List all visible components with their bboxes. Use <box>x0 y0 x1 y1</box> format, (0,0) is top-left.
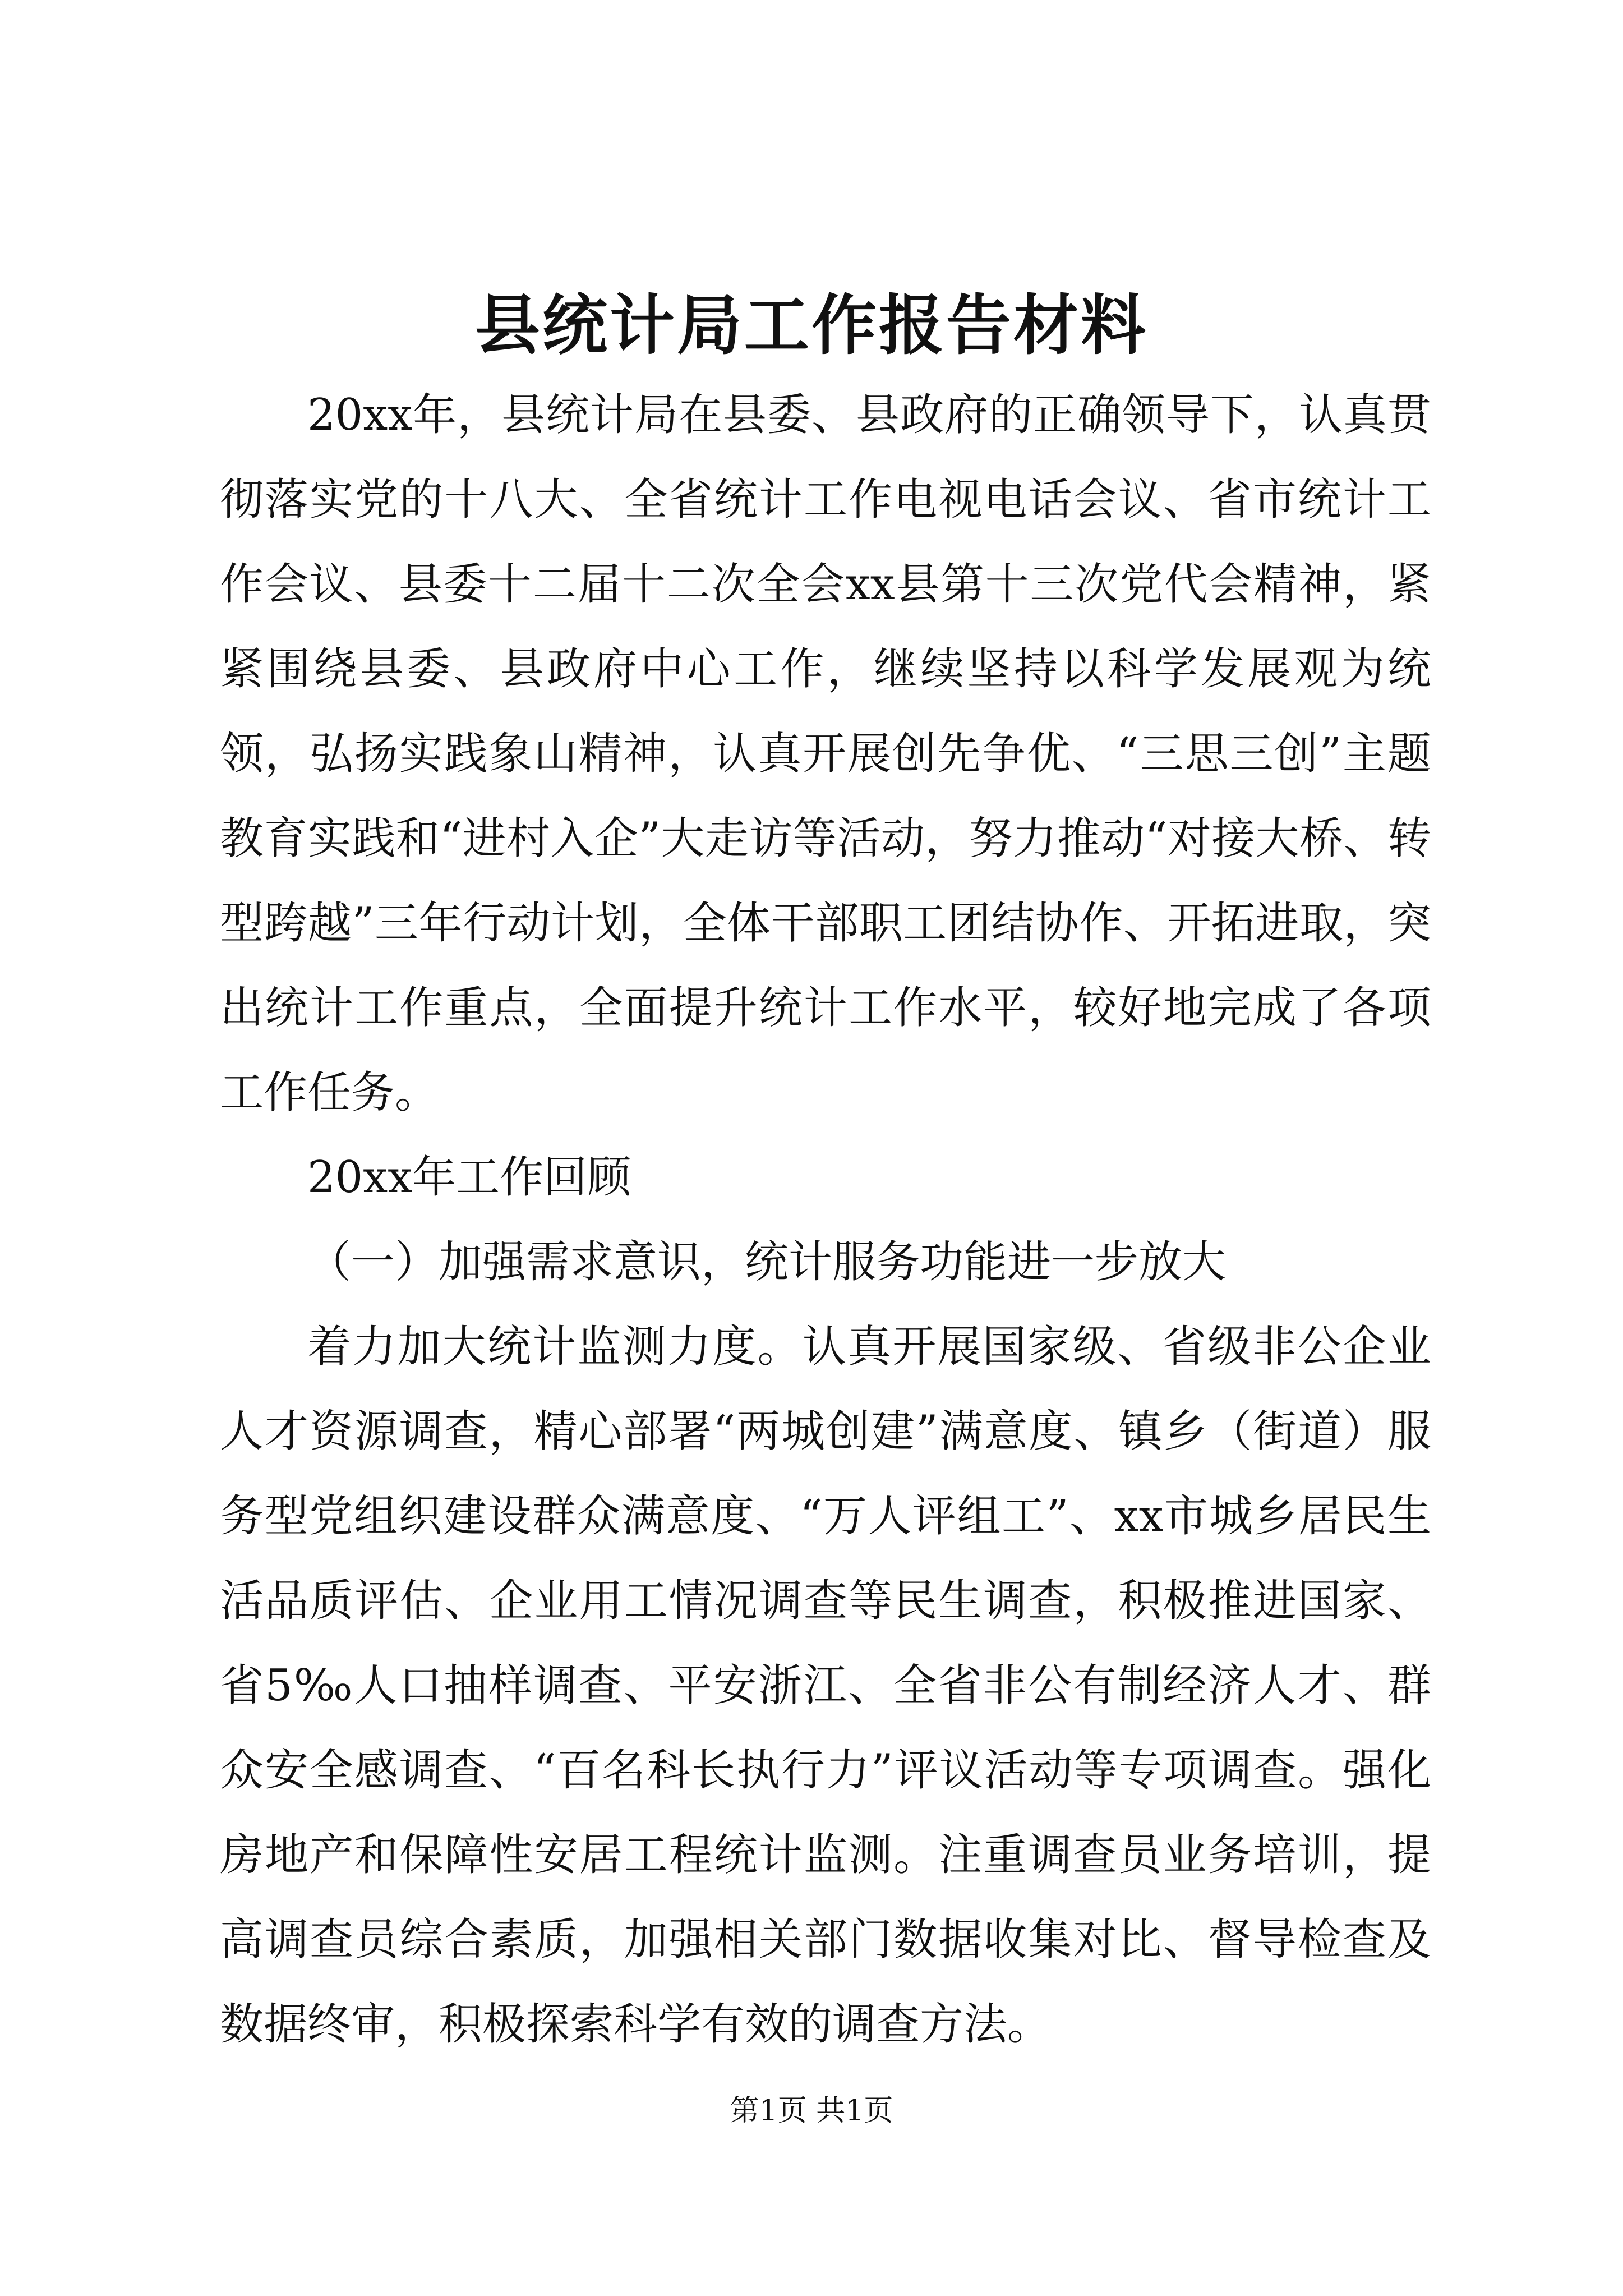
paragraph-monitoring: 着力加大统计监测力度。认真开展国家级、省级非公企业人才资源调查，精心部署“两城创建”满意度、镇乡（街道）服务型党组织建设群众满意度、“万人评组工”、xx市城乡居民生活品质评估、企业用工情况调查等民生调查，积极推进国家、省5‰人口抽样调查、平安浙江、全省非公有制经济人才、群众安全感调查、“百名科长执行力”评议活动等专项调查。强化房地产和保障性安居工程统计监测。注重调查员业务培训，提高调查员综合素质，加强相关部门数据收集对比、督导检查及数据终审，积极探索科学有效的调查方法。 <box>220 1322 1431 2050</box>
subsection-heading: （一）加强需求意识，统计服务功能进一步放大 <box>307 1237 1227 1287</box>
document-title: 县统计局工作报告材料 <box>475 287 1148 364</box>
page-footer: 第1页 共1页 <box>730 2094 893 2128</box>
section-heading: 20xx年工作回顾 <box>307 1152 631 1203</box>
paragraph-intro: 20xx年，县统计局在县委、县政府的正确领导下，认真贯彻落实党的十八大、全省统计工作电视电话会议、省市统计工作会议、县委十二届十二次全会xx县第十三次党代会精神，紧紧围绕县委、县政府中心工作，继续坚持以科学发展观为统领，弘扬实践象山精神，认真开展创先争优、“三思三创”主题教育实践和“进村入企”大走访等活动，努力推动“对接大桥、转型跨越”三年行动计划，全体干部职工团结协作、开拓进取，突出统计工作重点，全面提升统计工作水平，较好地完成了各项工作任务。 <box>220 390 1431 1118</box>
document-body <box>220 373 1431 2067</box>
